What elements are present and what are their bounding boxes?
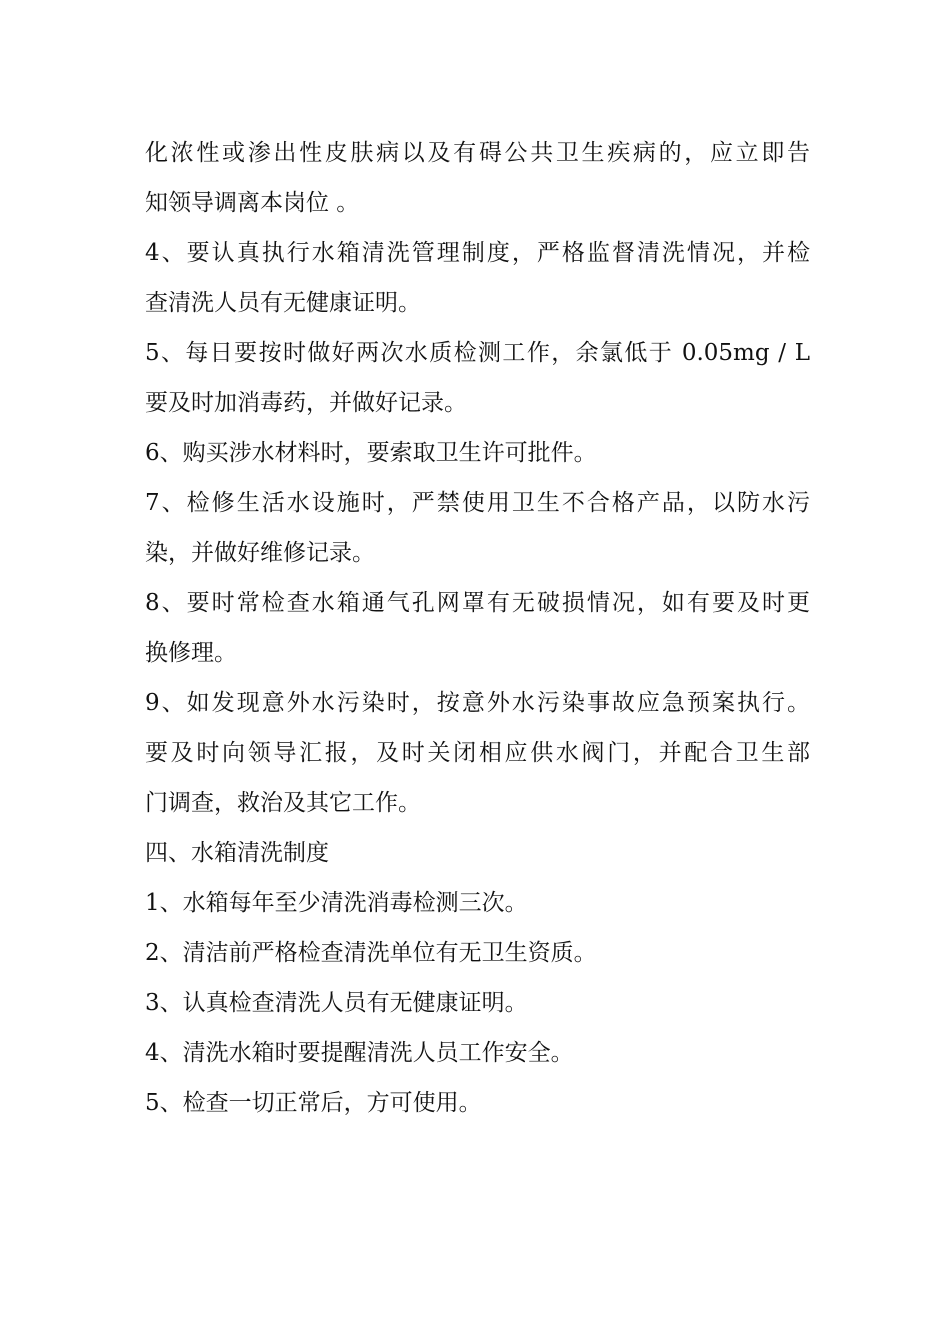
text-line: 门调查，救治及其它工作。 — [145, 790, 421, 816]
text-line: 8、要时常检查水箱通气孔网罩有无破损情况，如有要及时更 — [145, 590, 810, 616]
text-line: 9、如发现意外水污染时，按意外水污染事故应急预案执行。 — [145, 690, 810, 716]
text-line: 1、水箱每年至少清洗消毒检测三次。 — [145, 890, 528, 916]
text-line: 3、认真检查清洗人员有无健康证明。 — [145, 990, 528, 1016]
text-line: 4、清洗水箱时要提醒清洗人员工作安全。 — [145, 1040, 574, 1066]
text-line: 6、购买涉水材料时，要索取卫生许可批件。 — [145, 440, 597, 466]
document-body — [145, 128, 810, 1128]
text-line: 查清洗人员有无健康证明。 — [145, 290, 421, 316]
section-heading: 四、水箱清洗制度 — [145, 840, 329, 866]
text-line: 换修理。 — [145, 640, 237, 666]
text-line: 4、要认真执行水箱清洗管理制度，严格监督清洗情况，并检 — [145, 240, 810, 266]
text-line: 化浓性或渗出性皮肤病以及有碍公共卫生疾病的，应立即告 — [145, 140, 810, 166]
text-line: 要及时向领导汇报，及时关闭相应供水阀门，并配合卫生部 — [145, 740, 810, 766]
text-line: 5、检查一切正常后，方可使用。 — [145, 1090, 482, 1116]
text-line: 5、每日要按时做好两次水质检测工作，余氯低于 0.05mg / L — [145, 340, 810, 366]
text-line: 要及时加消毒药，并做好记录。 — [145, 390, 467, 416]
text-line: 7、检修生活水设施时，严禁使用卫生不合格产品，以防水污 — [145, 490, 810, 516]
text-line: 2、清洁前严格检查清洗单位有无卫生资质。 — [145, 940, 597, 966]
text-line: 知领导调离本岗位 。 — [145, 190, 360, 216]
text-line: 染，并做好维修记录。 — [145, 540, 375, 566]
